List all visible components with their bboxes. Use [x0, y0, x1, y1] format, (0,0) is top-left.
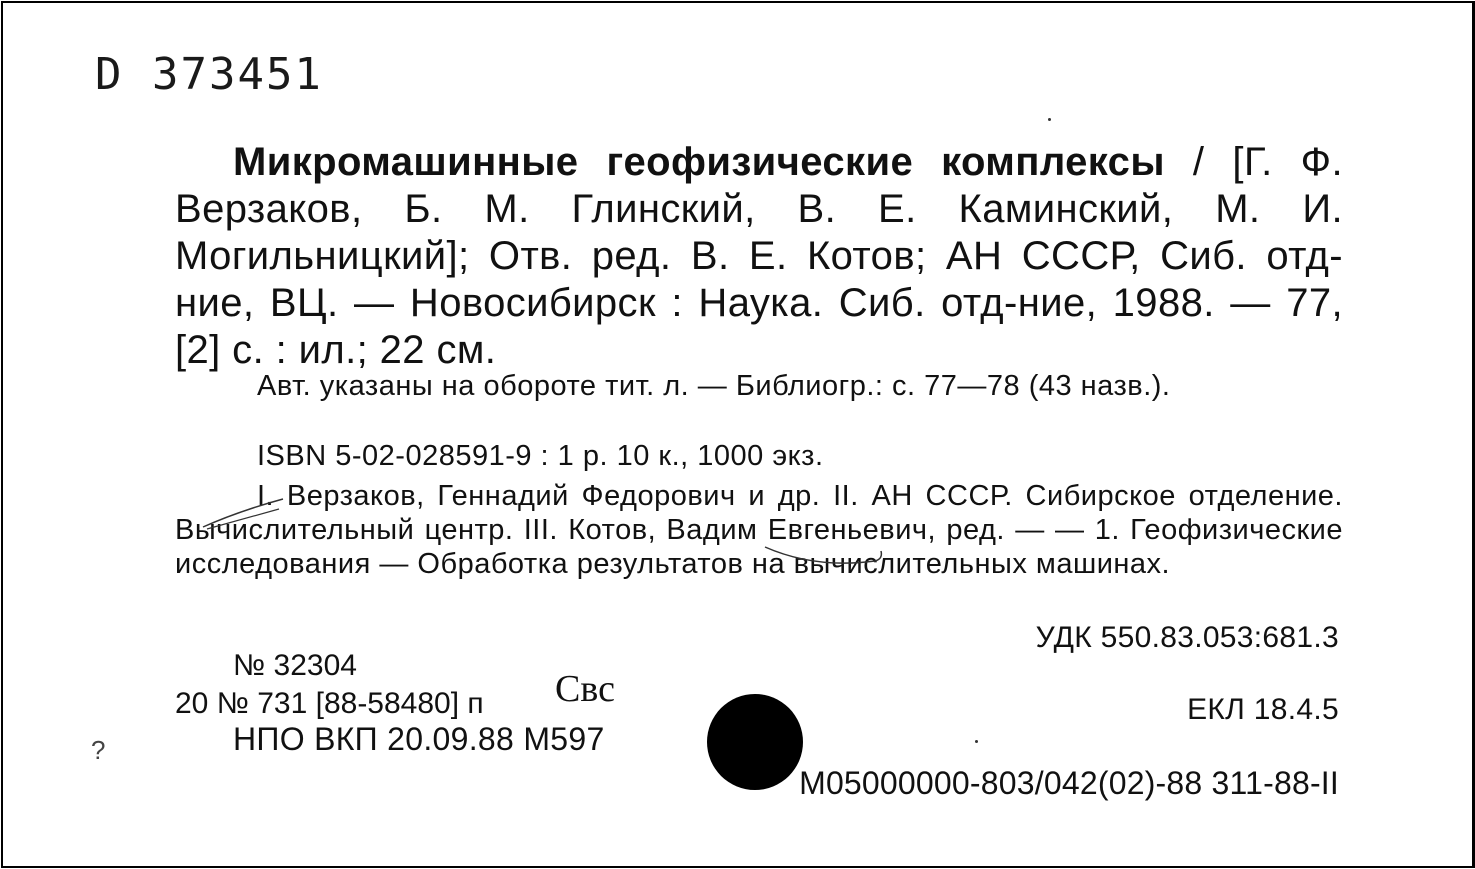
classification-code	[799, 765, 1339, 802]
code-value: 05000000-803/042(02)-88 311-88-II	[825, 765, 1339, 801]
book-title: Микромашинные геофизические комплексы	[233, 140, 1165, 184]
punch-hole	[707, 694, 803, 790]
handwritten-stamp: Свс	[555, 668, 615, 710]
code-lead: M	[799, 765, 826, 801]
margin-mark: ?	[91, 735, 106, 765]
tracings: I. Верзаков, Геннадий Федорович и др. II. АН СССР. Сибирское отделение. Вычислительный центр. III. Котов, Вадим Евгеньевич, ред. — — 1. Геофизические исследования — Обработка результатов на вычислительных машинах.	[175, 480, 1343, 580]
speck	[1048, 118, 1051, 121]
printer-line: НПО ВКП 20.09.88 М597	[233, 721, 605, 757]
ekl-code: ЕКЛ 18.4.5	[1187, 693, 1339, 726]
bibliography-note: Авт. указаны на обороте тит. л. — Библиогр.: с. 77—78 (43 назв.).	[257, 370, 1171, 402]
accession-number: № 32304	[233, 649, 357, 682]
pen-stroke	[199, 493, 289, 533]
pen-stroke	[755, 539, 895, 569]
udk-code: УДК 550.83.053:681.3	[1035, 621, 1339, 654]
call-number: D 373451	[95, 49, 323, 100]
bibliographic-description: / [Г. Ф. Верзаков, Б. М. Глинский, В. Е. Каминский, М. И. Могильницкий]; Отв. ред. В. Е. Котов; АН СССР, Сиб. отд-ние, ВЦ. — Новосибирск : Наука. Сиб. отд-ние, 1988. — 77,[2] с. : ил.; 22 см.	[175, 140, 1343, 372]
catalog-card	[1, 1, 1475, 868]
order-number: 20 № 731 [88-58480] п	[175, 687, 484, 720]
speck	[975, 740, 978, 743]
isbn-line: ISBN 5-02-028591-9 : 1 р. 10 к., 1000 экз.	[257, 440, 824, 472]
bibliographic-entry	[175, 139, 1343, 374]
